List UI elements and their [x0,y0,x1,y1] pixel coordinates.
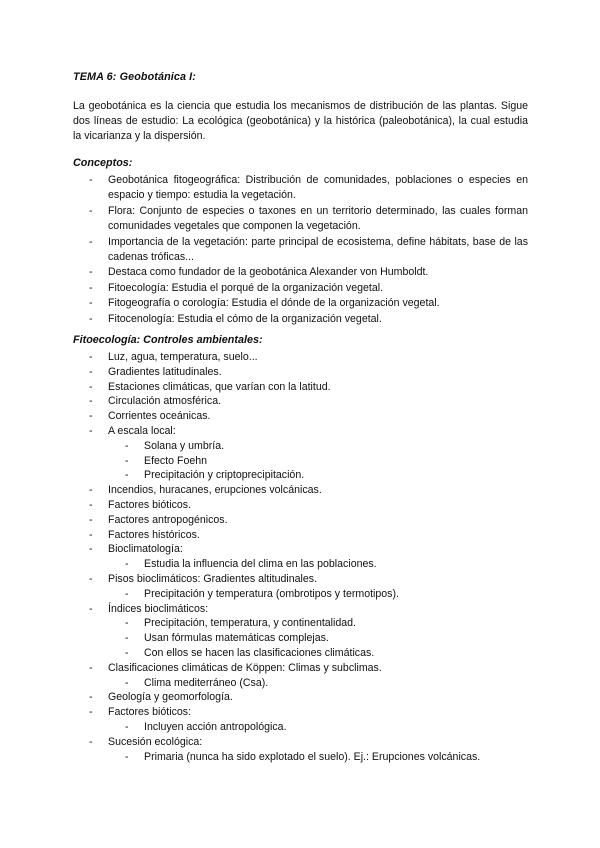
list-item-text: Incluyen acción antropológica. [144,720,287,733]
list-item [0,394,528,409]
list-item-text: Índices bioclimáticos: [108,602,209,615]
bullet-dash: - [89,661,93,674]
bullet-dash: - [89,281,93,294]
list-item-text: Con ellos se hacen las clasificaciones climáticas. [144,646,375,659]
list-item-text: Pisos bioclimáticos: Gradientes altitudinales. [108,572,318,585]
list-item-text: Geología y geomorfología. [108,691,233,704]
list-item [0,380,528,395]
bullet-dash: - [89,365,93,378]
list-item-text: Solana y umbría. [144,439,225,452]
bullet-dash: - [125,454,129,467]
list-item [0,483,528,498]
bullet-dash: - [89,235,93,248]
bullet-dash: - [125,617,129,630]
bullet-dash: - [89,602,93,615]
list-item-text: Factores bióticos. [108,498,192,511]
bullet-dash: - [89,691,93,704]
sub-list-item [0,750,528,765]
bullet-dash: - [89,410,93,423]
bullet-dash: - [89,204,93,217]
list-item-text: Importancia de la vegetación: parte principal de ecosistema, define hábitats, base de las cadenas tróficas... [108,235,528,264]
list-item-text: Geobotánica fitogeográfica: Distribución de comunidades, poblaciones o especies en espacio y tiempo: estudia la vegetación. [108,174,528,202]
bullet-dash: - [89,351,93,363]
list-item-text: Usan fórmulas matemáticas complejas. [144,632,329,645]
list-item-text: Precipitación, temperatura, y continentalidad. [144,617,356,630]
sub-list-item [0,439,528,454]
bullet-dash: - [89,543,93,556]
sub-list-item [0,676,528,691]
bullet-dash: - [89,572,93,585]
bullet-dash: - [125,439,129,452]
bullet-dash: - [89,706,93,719]
list-item-text: Factores bióticos: [108,706,192,719]
bullet-dash: - [125,558,129,571]
list-item [0,350,528,365]
list-item [0,661,528,676]
list-item-text: Factores antropogénicos. [108,513,228,526]
list-item-text: Factores históricos. [108,528,200,541]
list-item-text: Efecto Foehn [144,454,208,467]
bullet-dash: - [125,720,129,733]
conceptos-list [0,173,600,327]
list-item [0,542,528,557]
list-item-text: Gradientes latitudinales. [108,365,222,378]
bullet-dash: - [125,469,129,482]
sub-list-item [0,720,528,735]
list-item [0,513,528,528]
list-item-text: Corrientes oceánicas. [108,410,211,423]
bullet-dash: - [89,498,93,511]
bullet-dash: - [89,312,93,325]
list-item-text: Flora: Conjunto de especies o taxones en un territorio determinado, las cuales forman comunidades vegetales que componen la vegetación. [108,204,528,233]
list-item [0,281,528,296]
sub-list-item [0,557,528,572]
fitoecologia-list [0,350,600,764]
bullet-dash: - [125,646,129,659]
list-item [0,572,528,587]
list-item [0,498,528,513]
sub-list-item [0,646,528,661]
sub-list-item [0,616,528,631]
list-item-text: Clima mediterráneo (Csa). [144,676,269,689]
bullet-dash: - [125,632,129,645]
list-item [0,365,528,380]
list-item-text: Fitoecología: Estudia el porqué de la organización vegetal. [108,281,384,294]
list-item-text: Estaciones climáticas, que varían con la latitud. [108,380,331,393]
list-item-text: Incendios, huracanes, erupciones volcánicas. [108,484,322,497]
sub-list-item [0,454,528,469]
sub-list-item [0,587,528,602]
list-item [0,235,528,266]
list-item-text: Fitogeografía o corología: Estudia el dónde de la organización vegetal. [108,297,440,310]
bullet-dash: - [89,484,93,497]
bullet-dash: - [89,174,93,186]
intro-paragraph: La geobotánica es la ciencia que estudia los mecanismos de distribución de las plantas. Sigue dos líneas de estudio: La ecológica (geobotánica) y la histórica (paleobotánica), la cual estudia la vicarianza y la dispersión. [73,100,528,142]
list-item [0,690,528,705]
list-item-text: Precipitación y criptoprecipitación. [144,469,305,482]
bullet-dash: - [89,528,93,541]
list-item [0,296,528,311]
bullet-dash: - [89,297,93,310]
bullet-dash: - [125,587,129,600]
bullet-dash: - [89,513,93,526]
list-item-text: Clasificaciones climáticas de Köppen: Climas y subclimas. [108,661,382,674]
conceptos-heading: Conceptos: [73,157,133,169]
bullet-dash: - [125,750,129,763]
bullet-dash: - [89,266,93,279]
bullet-dash: - [89,380,93,393]
bullet-dash: - [89,424,93,437]
list-item-text: Estudia la influencia del clima en las poblaciones. [144,558,377,571]
list-item-text: Primaria (nunca ha sido explotado el suelo). Ej.: Erupciones volcánicas. [144,750,481,763]
bullet-dash: - [125,676,129,689]
sub-list-item [0,468,528,483]
list-item-text: Precipitación y temperatura (ombrotipos y termotipos). [144,587,399,600]
document-title: TEMA 6: Geobotánica I: [73,71,196,83]
list-item-text: Destaca como fundador de la geobotánica Alexander von Humboldt. [108,266,429,279]
sub-list-item [0,631,528,646]
list-item [0,312,528,327]
list-item-text: Sucesión ecológica: [108,735,203,748]
list-item [0,602,528,617]
list-item [0,265,528,280]
list-item [0,409,528,424]
list-item-text: Bioclimatología: [108,543,183,556]
fitoecologia-heading: Fitoecología: Controles ambientales: [73,334,263,346]
list-item [0,204,528,235]
list-item [0,424,528,439]
list-item [0,735,528,750]
list-item [0,705,528,720]
list-item [0,528,528,543]
list-item-text: A escala local: [108,424,176,437]
list-item-text: Circulación atmosférica. [108,395,222,408]
bullet-dash: - [89,395,93,408]
list-item-text: Luz, agua, temperatura, suelo... [108,351,258,363]
list-item-text: Fitocenología: Estudia el cómo de la organización vegetal. [108,312,382,325]
list-item [0,173,528,204]
bullet-dash: - [89,735,93,748]
